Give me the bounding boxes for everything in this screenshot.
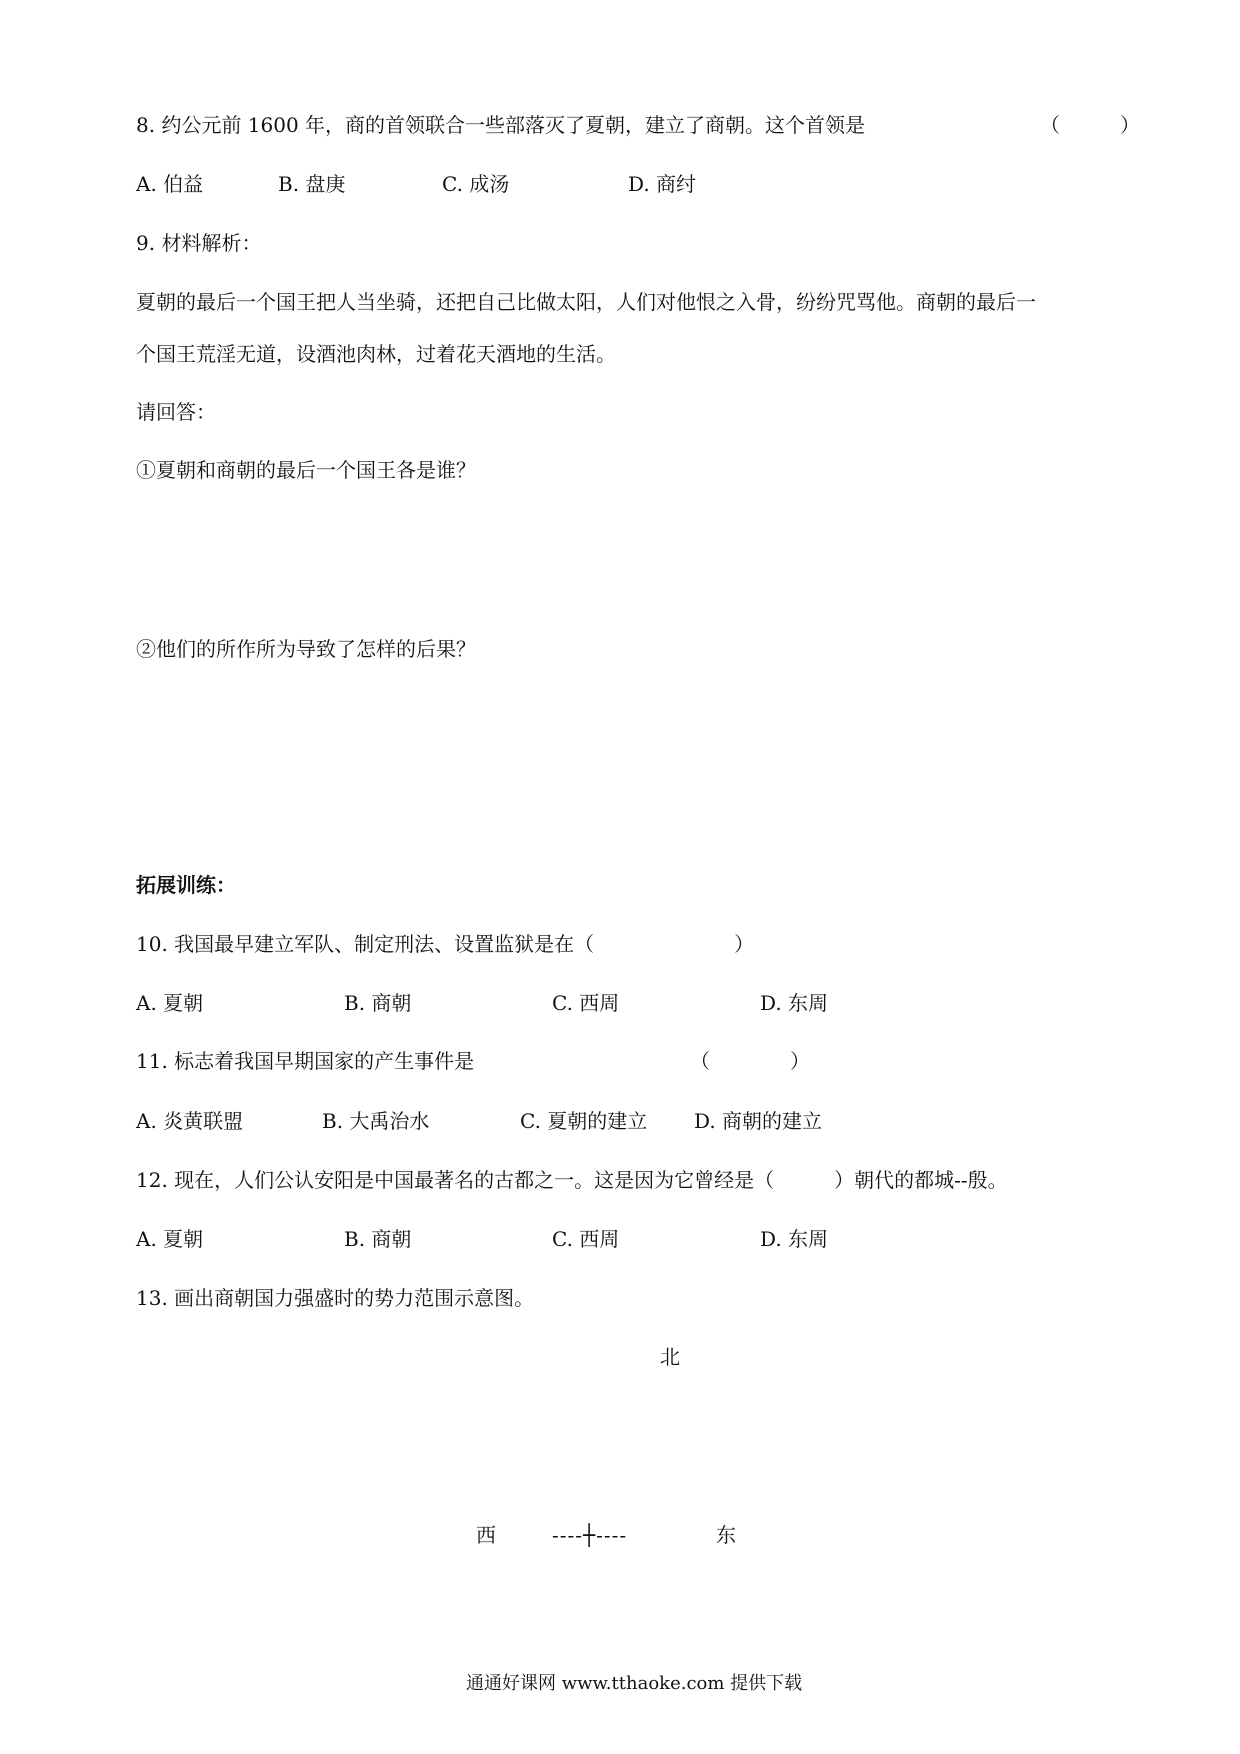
q10-option-b: B. 商朝 <box>344 991 412 1015</box>
compass-north-label: 北 <box>660 1345 680 1369</box>
q10-option-d: D. 东周 <box>760 991 829 1015</box>
q12-option-a: A. 夏朝 <box>136 1227 204 1251</box>
q9-title: 9. 材料解析： <box>136 231 262 255</box>
compass-west-label: 西 <box>476 1523 496 1547</box>
page-footer: 通通好课网 www.tthaoke.com 提供下载 <box>466 1673 803 1694</box>
q9-prompt: 请回答： <box>136 400 216 424</box>
q12-option-d: D. 东周 <box>760 1227 829 1251</box>
q11-option-a: A. 炎黄联盟 <box>136 1109 244 1133</box>
extension-heading: 拓展训练： <box>136 873 236 897</box>
q10-question: 10. 我国最早建立军队、制定刑法、设置监狱是在（ ） <box>136 932 755 956</box>
q8-option-d: D. 商纣 <box>628 172 697 196</box>
q8-option-b: B. 盘庚 <box>278 172 346 196</box>
q10-option-c: C. 西周 <box>552 991 620 1015</box>
q9-material-line-2: 个国王荒淫无道，设酒池肉林，过着花天酒地的生活。 <box>136 342 616 366</box>
q12-option-b: B. 商朝 <box>344 1227 412 1251</box>
q9-subquestion-2: ②他们的所作所为导致了怎样的后果？ <box>136 637 476 661</box>
q11-question: 11. 标志着我国早期国家的产生事件是 <box>136 1049 475 1073</box>
q12-option-c: C. 西周 <box>552 1227 620 1251</box>
q11-option-d: D. 商朝的建立 <box>694 1109 823 1133</box>
q8-option-c: C. 成汤 <box>442 172 510 196</box>
q13-question: 13. 画出商朝国力强盛时的势力范围示意图。 <box>136 1286 535 1310</box>
q8-option-a: A. 伯益 <box>136 172 204 196</box>
q11-option-c: C. 夏朝的建立 <box>520 1109 648 1133</box>
q12-question: 12. 现在，人们公认安阳是中国最著名的古都之一。这是因为它曾经是（ ）朝代的都城--殷。 <box>136 1168 1008 1192</box>
compass-east-label: 东 <box>716 1523 736 1547</box>
q9-subquestion-1: ①夏朝和商朝的最后一个国王各是谁？ <box>136 458 476 482</box>
q8-question: 8. 约公元前 1600 年，商的首领联合一些部落灭了夏朝，建立了商朝。这个首领是 <box>136 113 866 137</box>
q10-option-a: A. 夏朝 <box>136 991 204 1015</box>
q11-option-b: B. 大禹治水 <box>322 1109 430 1133</box>
q9-material-line-1: 夏朝的最后一个国王把人当坐骑，还把自己比做太阳，人们对他恨之入骨，纷纷咒骂他。商朝的最后一 <box>136 290 1036 314</box>
q11-answer-parentheses: （ ） <box>690 1049 810 1073</box>
q8-answer-parentheses: （ ） <box>1040 113 1140 137</box>
compass-axis: ----┼---- <box>552 1523 628 1547</box>
